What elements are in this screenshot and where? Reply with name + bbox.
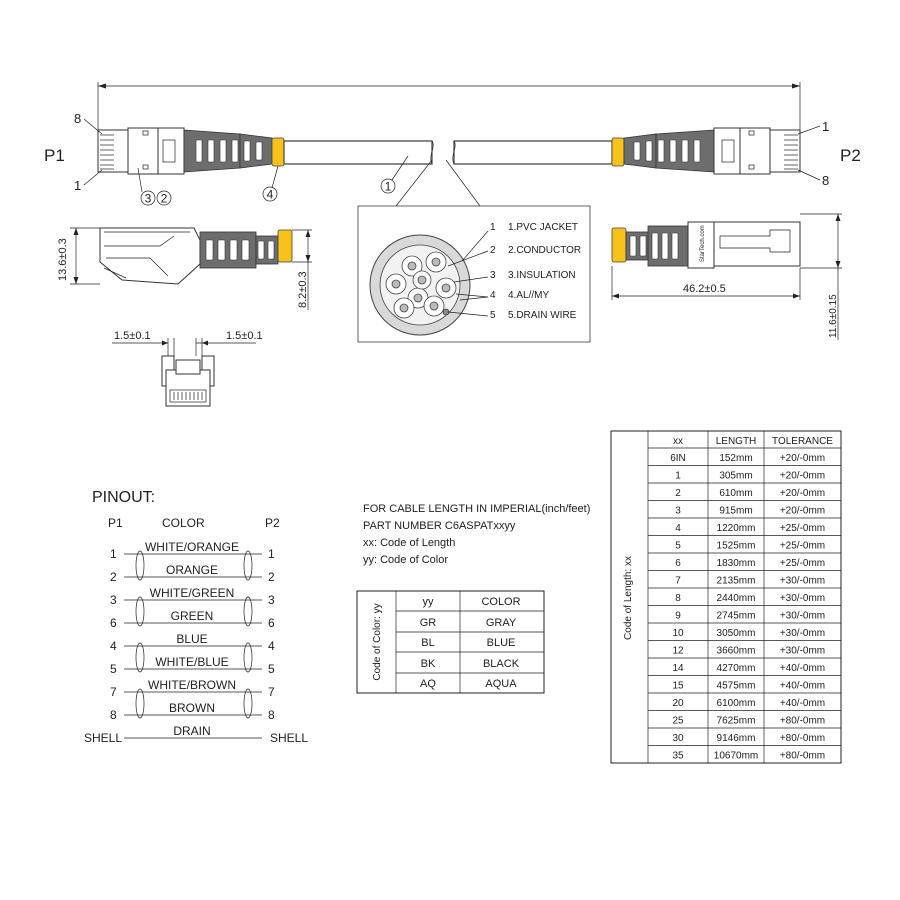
part-info bbox=[363, 503, 590, 566]
length-table-cell: 610mm bbox=[719, 488, 753, 499]
svg-text:4.AL//MY: 4.AL//MY bbox=[508, 290, 550, 301]
twisted-pair-marker bbox=[244, 597, 252, 626]
pinout-color-label: BROWN bbox=[169, 701, 215, 715]
connector-p1-top-view bbox=[98, 128, 284, 174]
pinout-p1-pin: 4 bbox=[110, 639, 117, 653]
overall-length-dimension bbox=[98, 82, 800, 130]
length-table-cell: 20 bbox=[672, 698, 684, 709]
twisted-pair-marker bbox=[244, 551, 252, 580]
pinout-p1-pin: SHELL bbox=[84, 731, 123, 745]
pinout-p2-pin: 3 bbox=[268, 593, 275, 607]
pinout-p2-pin: 6 bbox=[268, 616, 275, 630]
length-code-table bbox=[611, 431, 841, 763]
length-table-cell: 6IN bbox=[670, 453, 686, 464]
length-table-cell: +30/-0mm bbox=[779, 628, 826, 639]
dim-plug-side-height: 11.6±0.15 bbox=[828, 294, 839, 338]
pin-marker-left-bottom: 1 bbox=[74, 178, 82, 193]
pinout-rows bbox=[84, 540, 308, 745]
length-table-cell: 10670mm bbox=[713, 750, 759, 762]
callout-4 bbox=[263, 166, 278, 202]
length-table-cell: +20/-0mm bbox=[779, 488, 826, 499]
color-table-cell: AQUA bbox=[485, 678, 517, 690]
connector-p2-top-view bbox=[612, 128, 800, 174]
svg-text:5: 5 bbox=[490, 310, 496, 321]
pinout-color-label: WHITE/BROWN bbox=[148, 678, 236, 692]
length-table-cell: 30 bbox=[672, 733, 684, 744]
color-table-cell: BLUE bbox=[486, 637, 516, 649]
length-table-cell: 4270mm bbox=[716, 663, 756, 674]
pinout-color-label: GREEN bbox=[170, 609, 214, 623]
length-table-cell: 2135mm bbox=[716, 575, 756, 587]
length-table-cell: 5 bbox=[675, 540, 681, 552]
pinout-title: PINOUT: bbox=[92, 489, 156, 506]
length-table-cell: 2745mm bbox=[716, 610, 756, 622]
pinout-p1-pin: 7 bbox=[110, 685, 117, 699]
cable-jacket bbox=[284, 141, 612, 164]
color-table-cell: AQ bbox=[420, 678, 436, 690]
dim-tab-left: 1.5±0.1 bbox=[114, 330, 151, 342]
pinout-p2-pin: 2 bbox=[268, 570, 275, 584]
dim-tab-right: 1.5±0.1 bbox=[226, 330, 263, 342]
color-table-cell: GR bbox=[419, 617, 437, 629]
pinout-p1-pin: 8 bbox=[110, 708, 117, 722]
twisted-pair-marker bbox=[244, 689, 252, 718]
length-table-cell: +20/-0mm bbox=[779, 453, 826, 464]
length-table-cell: 1220mm bbox=[716, 523, 756, 534]
pin-marker-right-bottom: 8 bbox=[822, 173, 830, 188]
svg-text:3: 3 bbox=[144, 191, 152, 206]
color-table-cell: GRAY bbox=[485, 617, 517, 629]
color-table-header-yy: yy bbox=[422, 596, 434, 608]
length-table-cell: 14 bbox=[672, 663, 684, 674]
color-table-cell: BLACK bbox=[482, 658, 520, 670]
twisted-pair-marker bbox=[136, 551, 144, 580]
pinout-color-label: WHITE/BLUE bbox=[155, 655, 229, 669]
pinout-p1-pin: 1 bbox=[110, 547, 117, 561]
pinout-p1-pin: 3 bbox=[110, 593, 117, 607]
dim-plug-height: 13.6±0.3 bbox=[57, 238, 69, 281]
end-label-p2: P2 bbox=[840, 146, 861, 165]
length-table-side-label: Code of Length: xx bbox=[623, 556, 634, 640]
svg-text:5.DRAIN WIRE: 5.DRAIN WIRE bbox=[508, 310, 577, 321]
length-table-cell: 4575mm bbox=[716, 680, 756, 692]
length-table-cell: 9 bbox=[675, 610, 681, 622]
length-table-cell: +30/-0mm bbox=[779, 575, 826, 587]
length-table-cell: +80/-0mm bbox=[779, 750, 826, 762]
length-table-cell: 1 bbox=[675, 470, 681, 482]
pinout-p2-pin: 8 bbox=[268, 708, 275, 722]
tab-front-view bbox=[112, 338, 256, 406]
length-table-cell: 10 bbox=[672, 628, 684, 639]
connector-side-view-right bbox=[612, 214, 842, 340]
pin-marker-right-top: 1 bbox=[822, 119, 830, 134]
pinout-color-label: WHITE/ORANGE bbox=[144, 540, 240, 554]
cross-section-labels bbox=[490, 222, 581, 321]
dim-boot-height: 8.2±0.3 bbox=[297, 271, 309, 308]
pinout-col-color: COLOR bbox=[162, 516, 205, 530]
length-table-cell: 7625mm bbox=[716, 715, 756, 727]
part-info-line-2: PART NUMBER C6ASPATxxyy bbox=[363, 520, 516, 532]
length-table-cell: 2 bbox=[675, 488, 681, 499]
color-code-table bbox=[357, 591, 544, 693]
pinout-section bbox=[84, 489, 308, 745]
pinout-p2-pin: 4 bbox=[268, 639, 275, 653]
pinout-p2-pin: 7 bbox=[268, 685, 275, 699]
connector-side-view-left bbox=[70, 228, 312, 310]
color-table-side-label: Code of Color: yy bbox=[372, 603, 383, 681]
pinout-color-label: ORANGE bbox=[165, 563, 219, 577]
svg-text:1: 1 bbox=[384, 179, 392, 194]
length-table-cell: 8 bbox=[675, 593, 681, 604]
length-table-cell: 305mm bbox=[719, 470, 753, 482]
pinout-p1-pin: 2 bbox=[110, 570, 117, 584]
part-info-line-3: xx: Code of Length bbox=[363, 537, 456, 549]
length-table-cell: 3 bbox=[675, 505, 681, 517]
pinout-p2-pin: SHELL bbox=[270, 731, 309, 745]
dim-boot-length: 46.2±0.5 bbox=[683, 283, 726, 295]
pinout-color-label: BLUE bbox=[176, 632, 208, 646]
svg-text:1.PVC JACKET: 1.PVC JACKET bbox=[508, 222, 579, 233]
pinout-p2-pin: 5 bbox=[268, 662, 275, 676]
svg-text:3.INSULATION: 3.INSULATION bbox=[508, 270, 576, 281]
svg-text:2: 2 bbox=[160, 191, 168, 206]
twisted-pair-marker bbox=[136, 597, 144, 626]
length-table-cell: 6 bbox=[675, 558, 681, 569]
length-table-cell: 25 bbox=[672, 715, 684, 727]
length-table-cell: 3660mm bbox=[716, 645, 756, 657]
part-info-line-1: FOR CABLE LENGTH IN IMPERIAL(inch/feet) bbox=[363, 503, 591, 515]
length-table-header: xx bbox=[673, 436, 683, 447]
pinout-color-label: WHITE/GREEN bbox=[149, 586, 235, 600]
twisted-pair-marker bbox=[136, 689, 144, 718]
svg-text:2: 2 bbox=[490, 245, 496, 256]
length-table-cell: 9146mm bbox=[716, 733, 756, 744]
boot-brand: StarTech.com bbox=[700, 225, 706, 262]
pinout-color-label: DRAIN bbox=[173, 724, 211, 738]
length-table-cell: 3050mm bbox=[716, 628, 756, 639]
color-table-header-color: COLOR bbox=[481, 596, 521, 608]
length-table-cell: 2440mm bbox=[716, 593, 756, 604]
pin-marker-left-top: 8 bbox=[74, 111, 82, 126]
svg-text:1: 1 bbox=[490, 222, 496, 233]
length-table-cell: +25/-0mm bbox=[779, 558, 826, 569]
length-table-cell: +25/-0mm bbox=[779, 523, 826, 534]
length-table-cell: 12 bbox=[672, 645, 684, 657]
part-info-line-4: yy: Code of Color bbox=[363, 554, 448, 566]
svg-text:3: 3 bbox=[490, 270, 496, 281]
length-table-cell: 7 bbox=[675, 575, 681, 587]
length-table-cell: 152mm bbox=[719, 453, 753, 464]
color-table-cell: BL bbox=[421, 637, 435, 649]
length-table-cell: 15 bbox=[672, 680, 684, 692]
length-table-cell: +20/-0mm bbox=[779, 505, 826, 517]
length-table-cell: 1830mm bbox=[716, 558, 756, 569]
length-table-cell: +30/-0mm bbox=[779, 645, 826, 657]
pinout-p2-pin: 1 bbox=[268, 547, 275, 561]
pinout-p1-pin: 5 bbox=[110, 662, 117, 676]
svg-text:4: 4 bbox=[490, 290, 496, 301]
length-table-cell: +40/-0mm bbox=[779, 663, 826, 674]
length-table-cell: 4 bbox=[675, 523, 681, 534]
pinout-col-p2: P2 bbox=[265, 516, 280, 530]
length-table-cell: 1525mm bbox=[716, 540, 756, 552]
length-table-cell: +40/-0mm bbox=[779, 680, 826, 692]
callout-2 bbox=[157, 191, 171, 206]
length-table-header: LENGTH bbox=[715, 436, 757, 447]
length-table-cell: +80/-0mm bbox=[779, 733, 826, 744]
length-table-cell: +20/-0mm bbox=[779, 470, 826, 482]
twisted-pair-marker bbox=[244, 643, 252, 672]
color-table-cell: BK bbox=[420, 658, 436, 670]
length-table-cell: +80/-0mm bbox=[779, 715, 826, 727]
end-label-p1: P1 bbox=[44, 146, 65, 165]
svg-text:2.CONDUCTOR: 2.CONDUCTOR bbox=[508, 245, 582, 256]
length-table-cell: 6100mm bbox=[716, 698, 756, 709]
length-table-cell: +40/-0mm bbox=[779, 698, 826, 709]
svg-text:4: 4 bbox=[266, 187, 274, 202]
length-table-cell: 915mm bbox=[719, 505, 753, 517]
length-table-cell: +30/-0mm bbox=[779, 610, 826, 622]
length-table-cell: +25/-0mm bbox=[779, 540, 826, 552]
pinout-col-p1: P1 bbox=[108, 516, 123, 530]
pinout-p1-pin: 6 bbox=[110, 616, 117, 630]
twisted-pair-marker bbox=[136, 643, 144, 672]
length-table-cell: 35 bbox=[672, 750, 684, 762]
length-table-header: TOLERANCE bbox=[772, 436, 833, 447]
length-table-cell: +30/-0mm bbox=[779, 593, 826, 604]
